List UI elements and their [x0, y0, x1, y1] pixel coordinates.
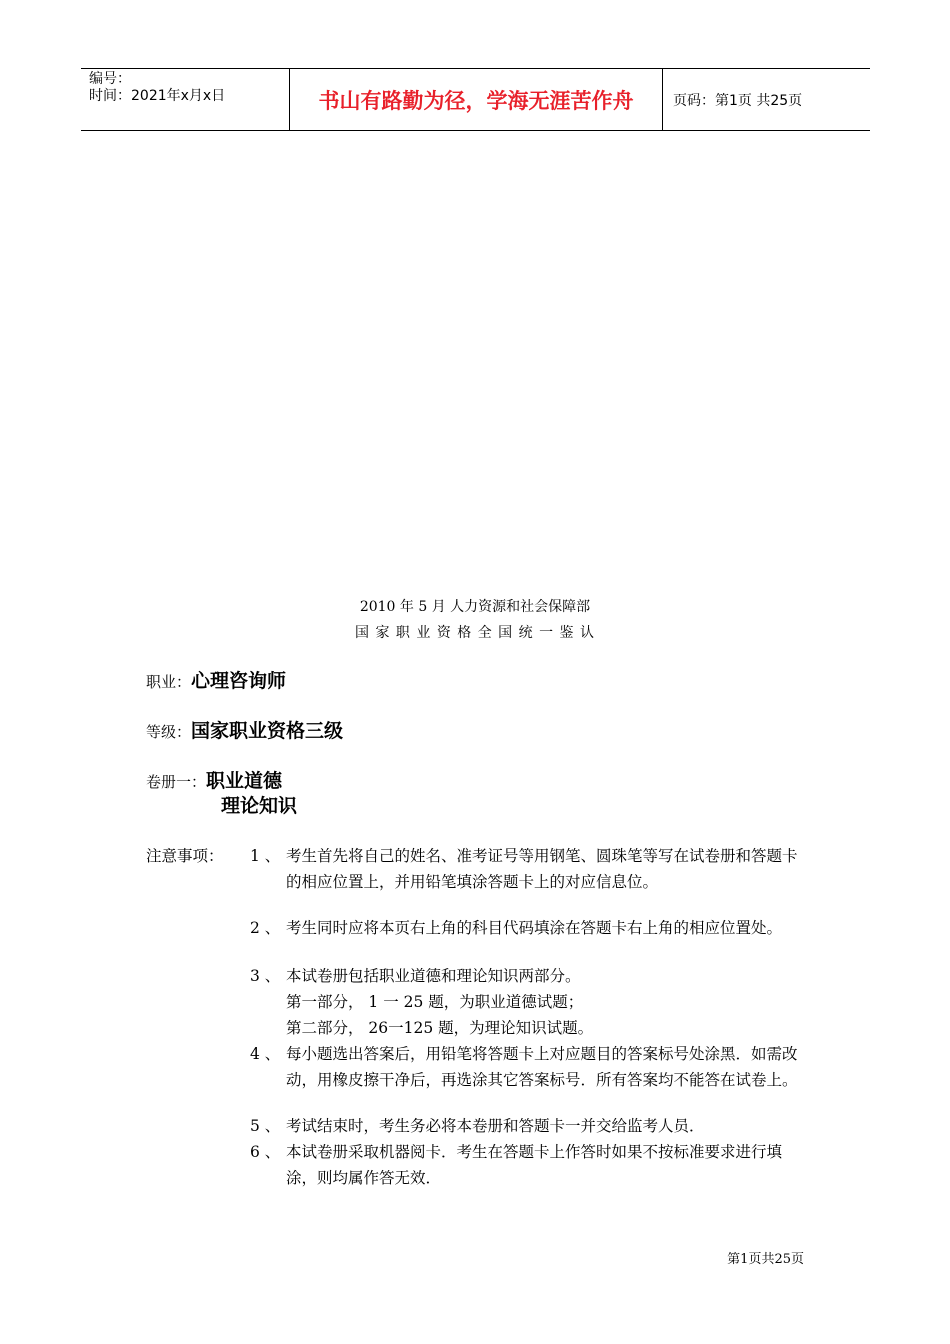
note-number: 5 、 — [250, 1117, 281, 1135]
volume-field-2 — [221, 791, 297, 818]
volume-field — [146, 766, 282, 793]
note-text: 本试卷册采取机器阅卡．考生在答题卡上作答时如果不按标准要求进行填涂，则均属作答无效． — [286, 1143, 783, 1187]
note-text: 本试卷册包括职业道德和理论知识两部分。 — [286, 967, 581, 985]
volume-value-2: 理论知识 — [221, 795, 298, 817]
note-number: 3 、 — [250, 967, 281, 985]
time-label: 时间：2021年x月x日 — [89, 88, 226, 104]
occupation-label: 职业： — [146, 673, 192, 691]
note-item-4 — [250, 1041, 810, 1093]
note-number: 6 、 — [250, 1143, 281, 1161]
note-number: 1 、 — [250, 847, 281, 865]
occupation-value: 心理咨询师 — [191, 670, 287, 692]
note-text: 考试结束时，考生务必将本卷册和答题卡一并交给监考人员． — [286, 1117, 705, 1135]
note-text: 考生同时应将本页右上角的科目代码填涂在答题卡右上角的相应位置处。 — [286, 919, 783, 937]
note-text: 考生首先将自己的姓名、准考证号等用钢笔、圆珠笔等写在试卷册和答题卡的相应位置上，并用铅笔填涂答题卡上的对应信息位。 — [286, 847, 798, 891]
header-meta — [81, 69, 290, 130]
note-item-5 — [250, 1113, 810, 1139]
page-footer: 第1页共25页 — [727, 1252, 804, 1267]
number-label: 编号： — [89, 71, 131, 87]
page-header — [81, 68, 870, 131]
volume-label: 卷册一： — [146, 773, 207, 791]
level-label: 等级： — [146, 723, 192, 741]
header-page-info: 页码：第1页 共25页 — [673, 92, 803, 109]
note-sub-2: 第二部分， 26一125 题，为理论知识试题。 — [286, 1019, 594, 1037]
note-sub-1: 第一部分， 1 一 25 题，为职业道德试题； — [286, 993, 584, 1011]
header-motto: 书山有路勤为径，学海无涯苦作舟 — [290, 69, 663, 130]
level-value: 国家职业资格三级 — [191, 720, 344, 742]
note-item-2 — [250, 915, 810, 941]
note-item-6 — [250, 1139, 810, 1191]
note-item-1 — [250, 843, 810, 895]
occupation-field — [146, 666, 286, 693]
title-line-1: 2010 年 5 月 人力资源和社会保障部 — [359, 599, 591, 615]
note-number: 4 、 — [250, 1045, 281, 1063]
note-item-3 — [250, 963, 810, 1041]
volume-value-1: 职业道德 — [206, 770, 283, 792]
level-field — [146, 716, 343, 743]
note-number: 2 、 — [250, 919, 281, 937]
title-line-2: 国 家 职 业 资 格 全 国 统 一 鉴 认 — [355, 625, 595, 641]
notes-label: 注意事项： — [146, 847, 224, 865]
note-text: 每小题选出答案后，用铅笔将答题卡上对应题目的答案标号处涂黑．如需改动，用橡皮擦干净后，再选涂其它答案标号．所有答案均不能答在试卷上。 — [286, 1045, 798, 1089]
